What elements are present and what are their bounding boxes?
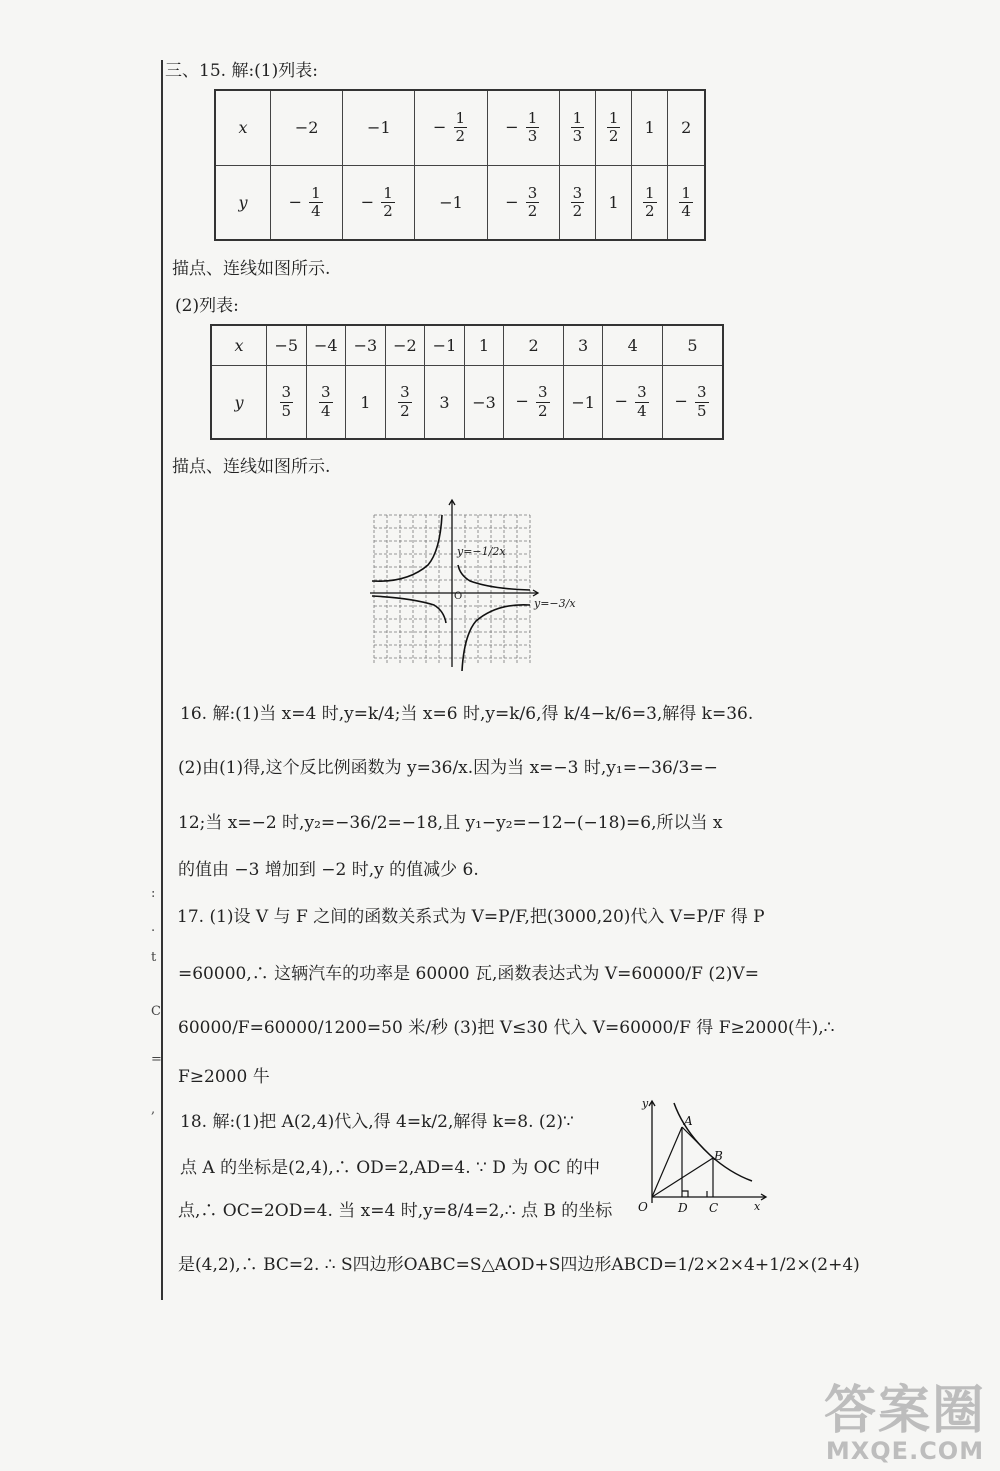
- cell-y-4: 3: [425, 366, 465, 439]
- p16-line-3: 12;当 x=−2 时,y₂=−36/2=−18,且 y₁−y₂=−12−(−18)=6,所以当 x: [178, 813, 723, 833]
- table-header-x: x: [215, 90, 271, 165]
- curve-y-half-over-x: [372, 565, 530, 623]
- table-header-x: x: [211, 325, 267, 366]
- table-row-x: [215, 90, 705, 165]
- cell-y-0: − $\frac{1}{4}$: [271, 165, 343, 240]
- cell-y-1: $\frac{3}{4}$: [306, 366, 346, 439]
- p18-line-4: 是(4,2),∴ BC=2. ∴ S四边形OABC=S△AOD+S四边形ABCD=1/2×2×4+1/2×(2+4): [178, 1255, 860, 1275]
- cell-x-9: 5: [662, 325, 723, 366]
- p16-line-1: 16. 解:(1)当 x=4 时,y=k/4;当 x=6 时,y=k/6,得 k/4−k/6=3,解得 k=36.: [180, 704, 754, 724]
- value-table-1: [214, 89, 706, 241]
- p15-heading-2: (2)列表:: [175, 296, 239, 316]
- p15-note-1: 描点、连线如图所示.: [172, 259, 331, 279]
- margin-mark-6: ,: [151, 1102, 156, 1117]
- cell-y-4: $\frac{3}{2}$: [559, 165, 595, 240]
- cell-x-8: 4: [603, 325, 663, 366]
- label-O: O: [638, 1200, 648, 1214]
- margin-rule: [161, 60, 163, 1300]
- watermark-logo: 答案圈: [823, 1381, 986, 1441]
- graph-label-2: y=−3/x: [534, 597, 576, 610]
- p15-heading: 三、15. 解:(1)列表:: [165, 61, 318, 81]
- label-D: D: [678, 1201, 688, 1215]
- table-row-x: [211, 325, 723, 366]
- label-y: y: [642, 1097, 649, 1110]
- cell-y-6: − $\frac{3}{2}$: [504, 366, 564, 439]
- cell-y-3: $\frac{3}{2}$: [385, 366, 425, 439]
- cell-y-7: −1: [563, 366, 603, 439]
- cell-x-4: $\frac{1}{3}$: [559, 90, 595, 165]
- graph-axes: [370, 500, 538, 667]
- cell-y-2: 1: [346, 366, 386, 439]
- cell-y-5: −3: [464, 366, 504, 439]
- cell-x-2: −3: [346, 325, 386, 366]
- label-B: B: [714, 1149, 723, 1163]
- cell-x-0: −5: [267, 325, 307, 366]
- value-table-2: [210, 324, 724, 440]
- cell-y-7: $\frac{1}{4}$: [668, 165, 705, 240]
- p17-line-3: 60000/F=60000/1200=50 米/秒 (3)把 V≤30 代入 V=60000/F 得 F≥2000(牛),∴: [178, 1018, 835, 1038]
- cell-y-5: 1: [596, 165, 632, 240]
- cell-y-6: $\frac{1}{2}$: [632, 165, 668, 240]
- cell-x-0: −2: [271, 90, 343, 165]
- cell-x-2: − $\frac{1}{2}$: [415, 90, 487, 165]
- p17-line-2: =60000,∴ 这辆汽车的功率是 60000 瓦,函数表达式为 V=60000/F (2)V=: [178, 964, 759, 984]
- p16-line-2: (2)由(1)得,这个反比例函数为 y=36/x.因为当 x=−3 时,y₁=−36/3=−: [178, 758, 718, 778]
- table-header-y: y: [215, 165, 271, 240]
- margin-mark-2: .: [151, 920, 156, 935]
- cell-x-1: −1: [343, 90, 415, 165]
- label-A: A: [684, 1114, 693, 1128]
- watermark: [823, 1381, 986, 1465]
- cell-y-3: − $\frac{3}{2}$: [487, 165, 559, 240]
- p17-line-4: F≥2000 牛: [178, 1067, 270, 1087]
- cell-x-3: − $\frac{1}{3}$: [487, 90, 559, 165]
- cell-y-1: − $\frac{1}{2}$: [343, 165, 415, 240]
- table-header-y: y: [211, 366, 267, 439]
- margin-mark-5: =: [151, 1052, 162, 1067]
- margin-mark-1: :: [151, 886, 156, 901]
- cell-y-0: $\frac{3}{5}$: [267, 366, 307, 439]
- cell-x-4: −1: [425, 325, 465, 366]
- cell-x-1: −4: [306, 325, 346, 366]
- p18-line-3: 点,∴ OC=2OD=4. 当 x=4 时,y=8/4=2,∴ 点 B 的坐标: [178, 1201, 613, 1221]
- p18-line-2: 点 A 的坐标是(2,4),∴ OD=2,AD=4. ∵ D 为 OC 的中: [180, 1158, 601, 1178]
- cell-x-5: $\frac{1}{2}$: [596, 90, 632, 165]
- label-x: x: [754, 1200, 761, 1213]
- cell-x-6: 1: [632, 90, 668, 165]
- label-C: C: [709, 1201, 719, 1215]
- cell-x-7: 2: [668, 90, 705, 165]
- p15-note-2: 描点、连线如图所示.: [172, 457, 331, 477]
- origin-label: O: [454, 591, 463, 602]
- cell-x-7: 3: [563, 325, 603, 366]
- figure-quadrilateral: [652, 1127, 713, 1197]
- p18-figure: [634, 1095, 774, 1220]
- hyperbola-graph: [362, 495, 587, 675]
- margin-mark-3: t: [151, 950, 157, 965]
- cell-x-3: −2: [385, 325, 425, 366]
- cell-y-2: −1: [415, 165, 487, 240]
- graph-label-1: y=−1/2x: [457, 545, 506, 558]
- p17-line-1: 17. (1)设 V 与 F 之间的函数关系式为 V=P/F,把(3000,20)代入 V=P/F 得 P: [177, 907, 765, 927]
- table-row-y: [215, 165, 705, 240]
- cell-x-5: 1: [464, 325, 504, 366]
- cell-y-8: − $\frac{3}{4}$: [603, 366, 663, 439]
- watermark-url: MXQE.COM: [825, 1437, 985, 1465]
- cell-x-6: 2: [504, 325, 564, 366]
- cell-y-9: − $\frac{3}{5}$: [662, 366, 723, 439]
- p16-line-4: 的值由 −3 增加到 −2 时,y 的值减少 6.: [178, 860, 479, 880]
- p18-line-1: 18. 解:(1)把 A(2,4)代入,得 4=k/2,解得 k=8. (2)∵: [180, 1112, 574, 1132]
- margin-mark-4: C: [151, 1004, 161, 1019]
- table-row-y: [211, 366, 723, 439]
